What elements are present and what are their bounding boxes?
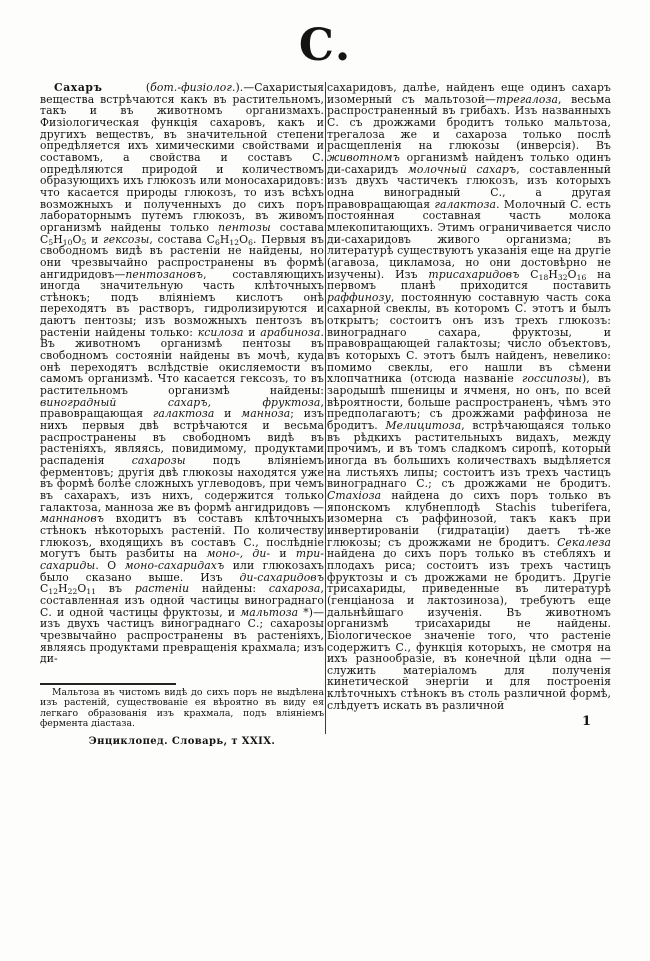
two-column-text-block [40,82,612,747]
volume-imprint: Энциклопед. Словарь, т XXIX. [88,735,276,747]
section-letter-heading: С. [298,20,352,71]
article-text-right-column: сахаридовъ, далѣе, найденъ еще одинъ сахаръ изомерный съ мальтозой—трегалоза, весьма распространенный въ грибахъ. Изъ названныхъ С. съ дрожжами бродитъ только мальтоза, трегалоза же и сахароза только послѣ расщепленія на глюкозы (инверсія). Въ животномъ организмѣ найденъ только одинъ ди-сахаридъ молочный сахаръ, составленный изъ двухъ частичекъ глюкозъ, изъ которыхъ одна виноградный С., а другая правовращающая галактоза. Молочный С. есть постоянная составная часть молока млекопитающихъ. Этимъ ограничивается число ди-сахаридовъ живого организма; въ литературѣ существуютъ указанія еще на другіе (агавоза, цикламоза, но они достовѣрно не изучены). Изъ трисахаридовъ $C_{18}H_{32}O_{16}$ на первомъ планѣ приходится поставить раффинозу, постоянную составную часть сока сахарной свеклы, въ которомъ С. этотъ и былъ открытъ; состоитъ онъ изъ трехъ глюкозъ: винограднаго сахара, фруктозы, и правовращающей галактозы; число объектовъ, въ которыхъ С. этотъ былъ найденъ, невелико: помимо свеклы, его нашли въ сѣмени хлопчатника (отсюда названіе госсипозы), въ зародышѣ пшеницы и ячменя, но онъ, по всей вѣроятности, больше распространенъ, чѣмъ это предполагаютъ; съ дрожжами раффиноза не бродитъ. Мелицитоза, встрѣчающаяся только въ рѣдкихъ растительныхъ видахъ, между прочимъ, и въ томъ сладкомъ сиропѣ, который иногда въ большихъ количествахъ выдѣляется на листьяхъ липы; состоитъ изъ трехъ частицъ винограднаго С.; съ дрожжами не бродитъ. Стахіоза найдена до сихъ поръ только въ японскомъ клубнеплодѣ Stachis tuberifera, изомерна съ раффинозой, такъ какъ при инвертированіи (гидратаціи) даетъ тѣ-же глюкозы; съ дрожжами не бродитъ. Секалеза найдена до сихъ поръ только въ стебляхъ и плодахъ риса; состоитъ изъ трехъ частицъ фруктозы и съ дрожжами не бродитъ. Другіе трисахариды, приведенные въ литературѣ (генціаноза и лактозиноза), требуютъ еще дальнѣйшаго изученія. Въ животномъ организмѣ трисахариды не найдены. Біологическое значеніе того, что растеніе содержитъ С., функція которыхъ, не смотря на ихъ разнообразіе, въ конечной цѣли одна — служить матеріаломъ для полученія кинетической энергіи и для построенія клѣточныхъ стѣнокъ въ столь различной формѣ, слѣдуетъ искать въ различной [327,81,612,712]
column-divider-rule [325,82,326,734]
left-column [40,82,324,747]
footnote-text: Мальтоза въ чистомъ видѣ до сихъ поръ не выдѣлена изъ растеній, существованіе ея вѣроятно въ виду ея легкаго образованія изъ крахмала, подъ вліяніемъ фермента діастаза. [40,687,324,730]
article-text-left-column: Сахаръ (бот.-физіолог.).—Сахаристыя вещества встрѣчаются какъ въ растительномъ, такъ и въ животномъ организмахъ. Физіологическая функція сахаровъ, какъ и другихъ веществъ, въ значительной степени опредѣляется ихъ химическими свойствами и составомъ, а свойства и составъ С. опредѣляются природой и количествомъ образующихъ ихъ глюкозъ или моносахаридовъ: что касается природы глюкозъ, то изъ всѣхъ возможныхъ и полученныхъ до сихъ поръ лабораторнымъ путемъ глюкозъ, въ живомъ организмѣ найдены только пентозы состава $C_5H_{10}O_5$ и гексозы, состава $C_6H_{12}O_6$. Первыя въ свободномъ видѣ въ растеніи не найдены, но они чрезвычайно распространены въ формѣ ангидридовъ—пентозановъ, составляющихъ иногда значительную часть клѣточныхъ стѣнокъ; подъ вліяніемъ кислотъ онѣ переходятъ въ растворъ, гидролизируются и даютъ пентозы; изъ возможныхъ пентозъ въ растеніи найдены только: ксилоза и арабиноза. Въ животномъ организмѣ пентозы въ свободномъ состояніи найдены въ мочѣ, куда онѣ переходятъ вслѣдствіе окисляемости въ самомъ организмѣ. Что касается гексозъ, то въ растительномъ организмѣ найдены: виноградный сахаръ, фруктоза, правовращающая галактоза и манноза; изъ нихъ первыя двѣ встрѣчаются и весьма распространены въ свободномъ видѣ въ растеніяхъ, являясь, повидимому, продуктами распаденія сахарозы подъ вліяніемъ ферментовъ; другія двѣ глюкозы находятся уже въ формѣ болѣе сложныхъ углеводовъ, при чемъ въ сахарахъ, изъ нихъ, содержится только галактоза, манноза же въ формѣ ангидридовъ — маннановъ входитъ въ составъ клѣточныхъ стѣнокъ нѣкоторыхъ растеній. По количеству глюкозъ, входящихъ въ составъ С., послѣдніе могутъ быть разбиты на моно-, ди- и три-сахариды. О моно-сахаридахъ или глюкозахъ было сказано выше. Изъ ди-сахаридовъ $C_{12}H_{22}O_{11}$ въ растеніи найдены: сахароза, составленная изъ одной частицы винограднаго С. и одной частицы фруктозы, и мальтоза *)—изъ двухъ частицъ винограднаго С.; сахарозы чрезвычайно распространены въ растеніяхъ, являясь продуктами превращенія крахмала; изъ ди- [40,81,325,666]
right-column [327,82,611,747]
page-number: 1 [581,714,591,730]
footnote-divider-rule [40,683,176,685]
